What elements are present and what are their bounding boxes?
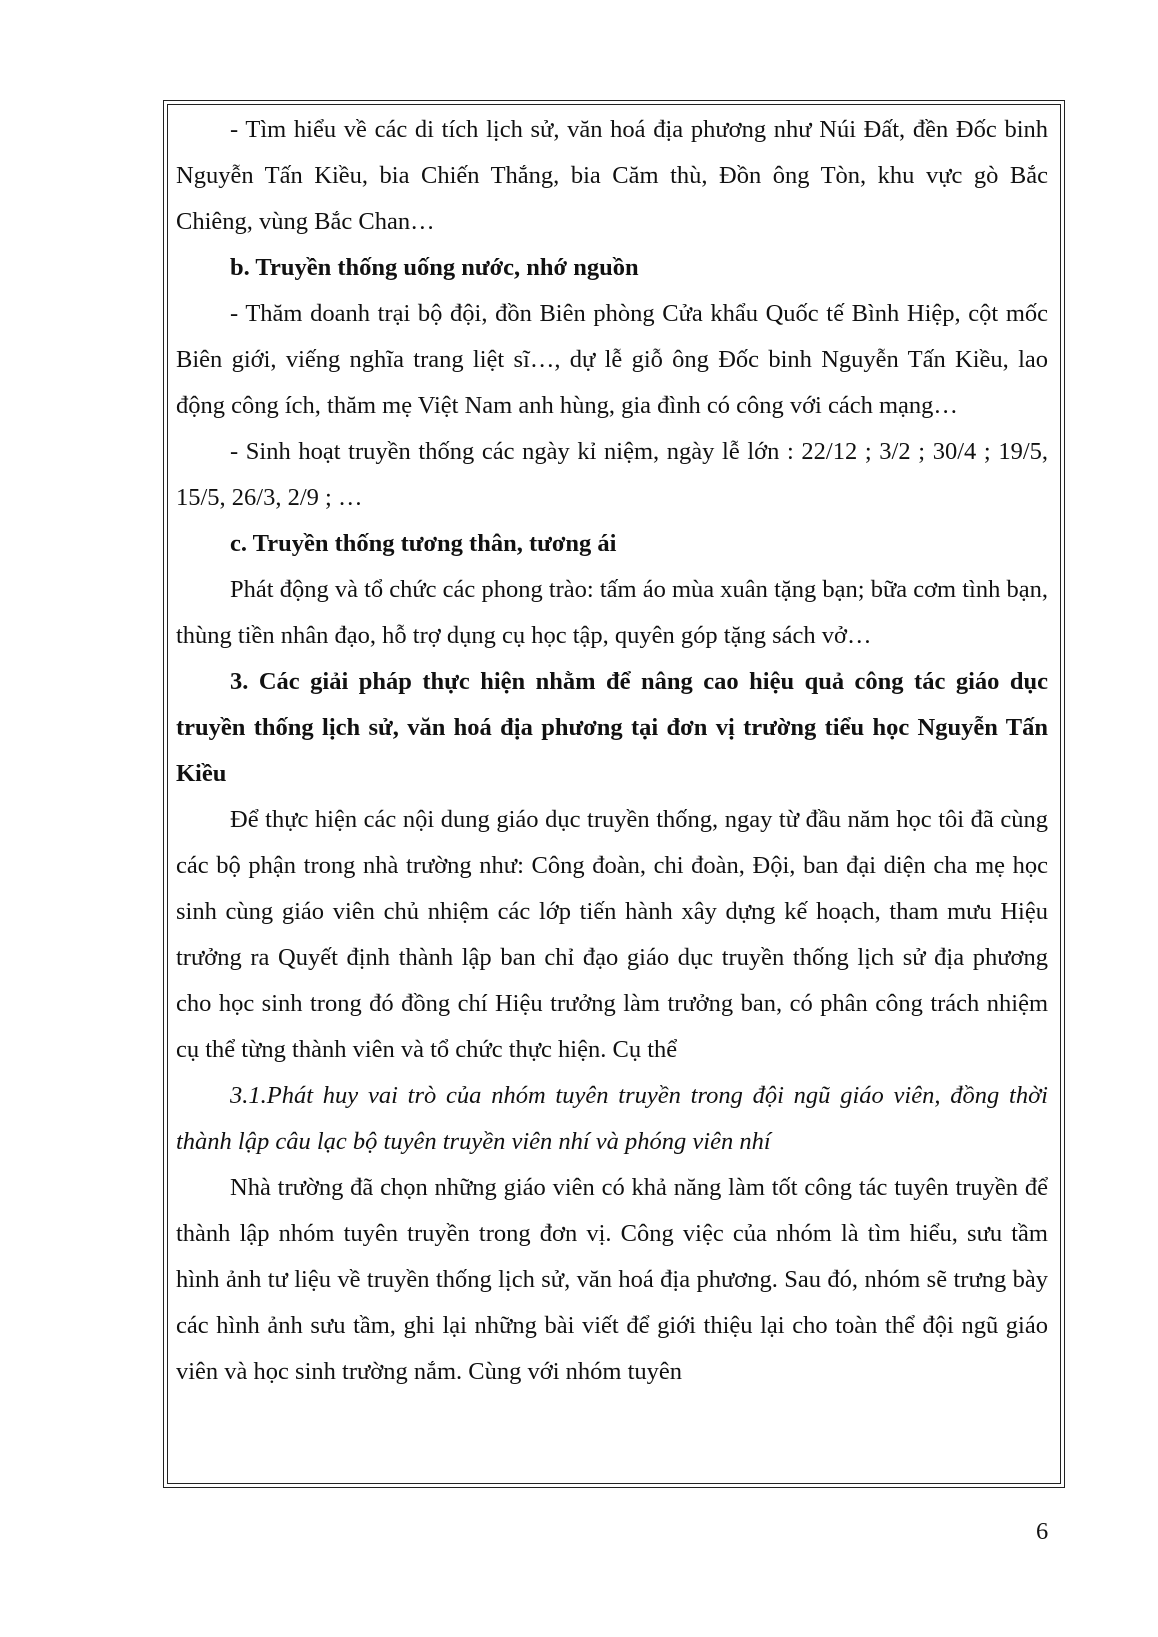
heading-section-3: 3. Các giải pháp thực hiện nhằm để nâng cao hiệu quả công tác giáo dục truyền thống lịch sử, văn hoá địa phương tại đơn vị trường tiểu học Nguyễn Tấn Kiều: [176, 668, 1048, 787]
page-number: 6: [1036, 1518, 1049, 1545]
paragraph-anniversaries: - Sinh hoạt truyền thống các ngày kỉ niệm, ngày lễ lớn : 22/12 ; 3/2 ; 30/4 ; 19/5, 15/5, 26/3, 2/9 ; …: [176, 438, 1048, 511]
heading-c: c. Truyền thống tương thân, tương ái: [230, 530, 617, 557]
heading-3-1: 3.1.Phát huy vai trò của nhóm tuyên truyền trong đội ngũ giáo viên, đồng thời thành lập câu lạc bộ tuyên truyền viên nhí và phóng viên nhí: [176, 1082, 1048, 1155]
heading-b: b. Truyền thống uống nước, nhớ nguồn: [230, 254, 639, 281]
paragraph-movements: Phát động và tổ chức các phong trào: tấm áo mùa xuân tặng bạn; bữa cơm tình bạn, thùng tiền nhân đạo, hỗ trợ dụng cụ học tập, quyên góp tặng sách vở…: [176, 576, 1048, 649]
paragraph-visits: - Thăm doanh trại bộ đội, đồn Biên phòng Cửa khẩu Quốc tế Bình Hiệp, cột mốc Biên giới, viếng nghĩa trang liệt sĩ…, dự lễ giỗ ông Đốc binh Nguyễn Tấn Kiều, lao động công ích, thăm mẹ Việt Nam anh hùng, gia đình có công với cách mạng…: [176, 300, 1048, 419]
paragraph-propaganda-group: Nhà trường đã chọn những giáo viên có khả năng làm tốt công tác tuyên truyền để thành lập nhóm tuyên truyền trong đơn vị. Công việc của nhóm là tìm hiểu, sưu tầm hình ảnh tư liệu về truyền thống lịch sử, văn hoá địa phương. Sau đó, nhóm sẽ trưng bày các hình ảnh sưu tầm, ghi lại những bài viết để giới thiệu lại cho toàn thể đội ngũ giáo viên và học sinh trường nắm. Cùng với nhóm tuyên: [176, 1174, 1048, 1385]
paragraph-historical-sites: - Tìm hiểu về các di tích lịch sử, văn hoá địa phương như Núi Đất, đền Đốc binh Nguyễn Tấn Kiều, bia Chiến Thắng, bia Căm thù, Đồn ông Tòn, khu vực gò Bắc Chiêng, vùng Bắc Chan…: [176, 116, 1048, 235]
paragraph-plan: Để thực hiện các nội dung giáo dục truyền thống, ngay từ đầu năm học tôi đã cùng các bộ phận trong nhà trường như: Công đoàn, chi đoàn, Đội, ban đại diện cha mẹ học sinh cùng giáo viên chủ nhiệm các lớp tiến hành xây dựng kế hoạch, tham mưu Hiệu trưởng ra Quyết định thành lập ban chỉ đạo giáo dục truyền thống lịch sử địa phương cho học sinh trong đó đồng chí Hiệu trưởng làm trưởng ban, có phân công trách nhiệm cụ thể từng thành viên và tổ chức thực hiện. Cụ thể: [176, 806, 1048, 1063]
document-body: [176, 107, 1048, 1395]
